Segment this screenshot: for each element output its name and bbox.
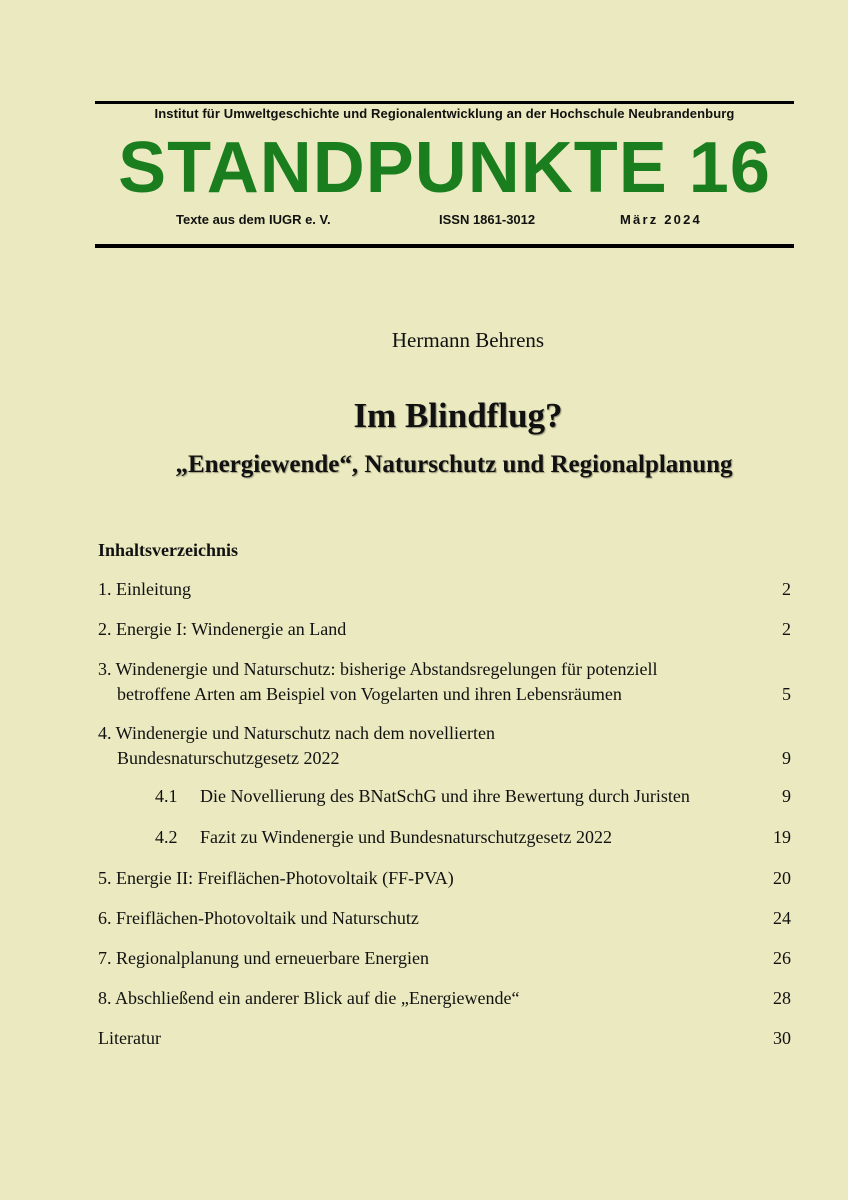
toc-entry-page: 26: [773, 948, 791, 968]
toc-entry-text: 8. Abschließend ein anderer Blick auf die „Energiewende“: [98, 988, 520, 1008]
toc-entry[interactable]: [98, 617, 791, 642]
toc-entry[interactable]: [98, 946, 791, 971]
toc-entry-text: 6. Freiflächen-Photovoltaik und Naturschutz: [98, 908, 419, 928]
toc-entry[interactable]: [98, 906, 791, 931]
toc-entry-text: 4. Windenergie und Naturschutz nach dem novellierten: [98, 723, 495, 743]
toc-entry-page: 24: [773, 908, 791, 928]
toc-entry[interactable]: [98, 866, 791, 891]
toc-entry[interactable]: [98, 721, 791, 771]
toc-subentry[interactable]: [98, 825, 791, 850]
toc-entry-page: 19: [773, 827, 791, 847]
header-bottom-rule: [95, 244, 794, 248]
series-title: STANDPUNKTE 16: [118, 128, 771, 208]
header-top-rule: [95, 101, 794, 104]
toc-entry-text: Literatur: [98, 1028, 161, 1048]
toc-entry-page: 9: [782, 786, 791, 806]
institute-name: Institut für Umweltgeschichte und Regionalentwicklung an der Hochschule Neubrandenburg: [154, 106, 735, 121]
toc-subentry-number: 4.1: [155, 786, 178, 806]
toc-entry-page: 5: [782, 684, 791, 704]
toc-entry-text: 3. Windenergie und Naturschutz: bisherige Abstandsregelungen für potenziell: [98, 659, 658, 679]
toc-entry-text: 5. Energie II: Freiflächen-Photovoltaik (FF-PVA): [98, 868, 454, 888]
toc-entry[interactable]: [98, 577, 791, 602]
toc-subentry-number: 4.2: [155, 827, 178, 847]
toc-entry-text: 1. Einleitung: [98, 579, 191, 599]
document-subtitle: „Energiewende“, Naturschutz und Regionalplanung: [175, 451, 733, 478]
toc-entry[interactable]: [98, 1026, 791, 1051]
toc-entry-page: 9: [782, 748, 791, 768]
toc-entry-page: 28: [773, 988, 791, 1008]
toc-entry[interactable]: [98, 986, 791, 1011]
toc-heading: Inhaltsverzeichnis: [98, 540, 239, 560]
toc-subentry[interactable]: [98, 784, 791, 809]
author: Hermann Behrens: [391, 328, 545, 352]
toc-subentry-text: Die Novellierung des BNatSchG und ihre Bewertung durch Juristen: [200, 786, 690, 806]
toc-entry-text: 2. Energie I: Windenergie an Land: [98, 619, 347, 639]
toc-subentry-text: Fazit zu Windenergie und Bundesnaturschutzgesetz 2022: [200, 827, 613, 847]
toc-entry-page: 2: [782, 619, 791, 639]
toc-entry-page: 2: [782, 579, 791, 599]
toc-entry-page: 20: [773, 868, 791, 888]
toc-entry-text-continued: Bundesnaturschutzgesetz 2022: [117, 748, 340, 768]
document-title: Im Blindflug?: [353, 396, 563, 435]
issn: ISSN 1861-3012: [439, 212, 536, 227]
toc-entry-page: 30: [773, 1028, 791, 1048]
toc-entry[interactable]: [98, 657, 791, 707]
series-subline: Texte aus dem IUGR e. V.: [176, 212, 331, 227]
publication-date: März 2024: [620, 212, 702, 227]
toc-entry-text-continued: betroffene Arten am Beispiel von Vogelarten und ihren Lebensräumen: [117, 684, 622, 704]
toc-entry-text: 7. Regionalplanung und erneuerbare Energien: [98, 948, 430, 968]
